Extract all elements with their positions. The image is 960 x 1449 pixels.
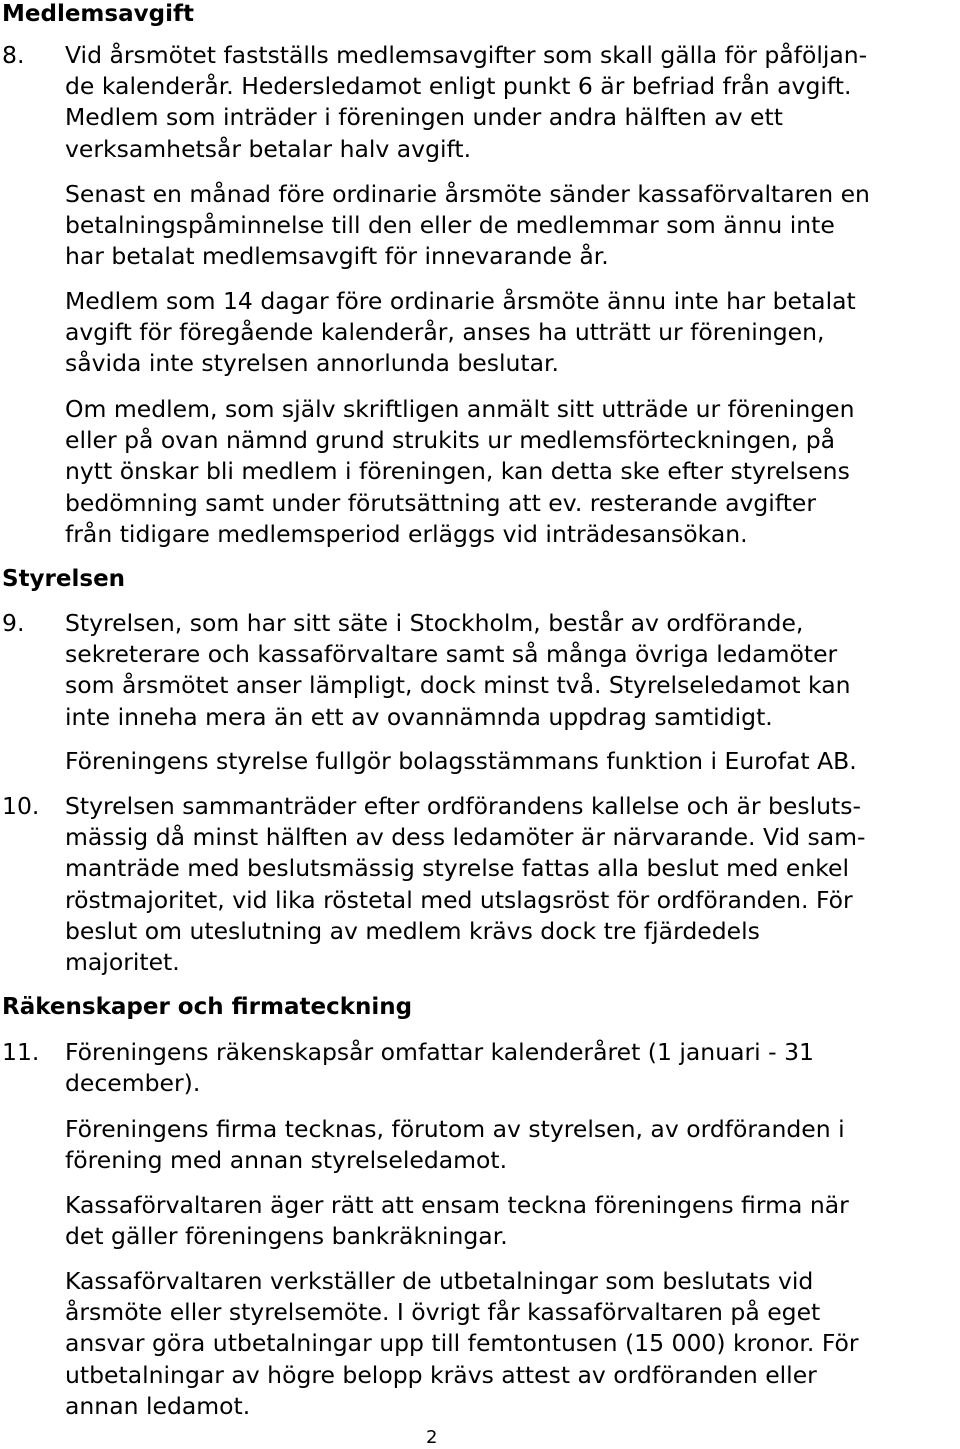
heading-styrelsen: Styrelsen <box>2 566 126 592</box>
item11-paragraph-1: Föreningens räkenskapsår omfattar kalenderåret (1 januari - 31 december). <box>65 1038 815 1098</box>
item8-paragraph-2: Senast en månad före ordinarie årsmöte sänder kassaförvaltaren en betalningspåminnelse till den eller de medlemmar som ännu inte har betalat medlemsavgift för innevarande år. <box>65 180 870 271</box>
item10-paragraph-1: Styrelsen sammanträder efter ordförandens kallelse och är besluts- mässig då minst hälften av dess ledamöter är närvarande. Vid sam- manträde med beslutsmässig styrelse fattas alla beslut med enkel röstmajoritet, vid lika röstetal med utslagsröst för ordföranden. För beslut om uteslutning av medlem krävs dock tre fjärdedels majoritet. <box>65 792 866 977</box>
item11-paragraph-4: Kassaförvaltaren verkställer de utbetalningar som beslutats vid årsmöte eller styrelsemöte. I övrigt får kassaförvaltaren på eget ansvar göra utbetalningar upp till femtontusen (15 000) kronor. För utbetalningar av högre belopp krävs attest av ordföranden eller annan ledamot. <box>65 1267 859 1420</box>
heading-rakenskaper: Räkenskaper och firmateckning <box>2 994 413 1020</box>
item11-paragraph-2: Föreningens firma tecknas, förutom av styrelsen, av ordföranden i förening med annan styrelseledamot. <box>65 1115 845 1175</box>
item9-paragraph-2: Föreningens styrelse fullgör bolagsstämmans funktion i Eurofat AB. <box>65 747 857 775</box>
item-number-11: 11. <box>2 1038 40 1066</box>
item-number-10: 10. <box>2 792 40 820</box>
item8-paragraph-1: Vid årsmötet fastställs medlemsavgifter som skall gälla för påföljan- de kalenderår. Hedersledamot enligt punkt 6 är befriad från avgift. Medlem som inträder i föreningen under andra hälften av ett verksamhetsår betalar halv avgift. <box>65 41 868 163</box>
item11-paragraph-3: Kassaförvaltaren äger rätt att ensam teckna föreningens firma när det gäller föreningens bankräkningar. <box>65 1191 849 1251</box>
item-number-9: 9. <box>2 609 25 637</box>
item-number-8: 8. <box>2 41 25 69</box>
item8-paragraph-3: Medlem som 14 dagar före ordinarie årsmöte ännu inte har betalat avgift för föregående kalenderår, anses ha utträtt ur föreningen, såvida inte styrelsen annorlunda beslutar. <box>65 287 856 378</box>
heading-medlemsavgift: Medlemsavgift <box>2 1 194 27</box>
item8-paragraph-4: Om medlem, som själv skriftligen anmält sitt utträde ur föreningen eller på ovan nämnd grund strukits ur medlemsförteckningen, på nytt önskar bli medlem i föreningen, kan detta ske efter styrelsens bedömning samt under förutsättning att ev. resterande avgifter från tidigare medlemsperiod erläggs vid inträdesansökan. <box>65 395 855 548</box>
item9-paragraph-1: Styrelsen, som har sitt säte i Stockholm, består av ordförande, sekreterare och kassaförvaltare samt så många övriga ledamöter som årsmötet anser lämpligt, dock minst två. Styrelseledamot kan inte inneha mera än ett av ovannämnda uppdrag samtidigt. <box>65 609 851 731</box>
page-number: 2 <box>426 1427 438 1448</box>
